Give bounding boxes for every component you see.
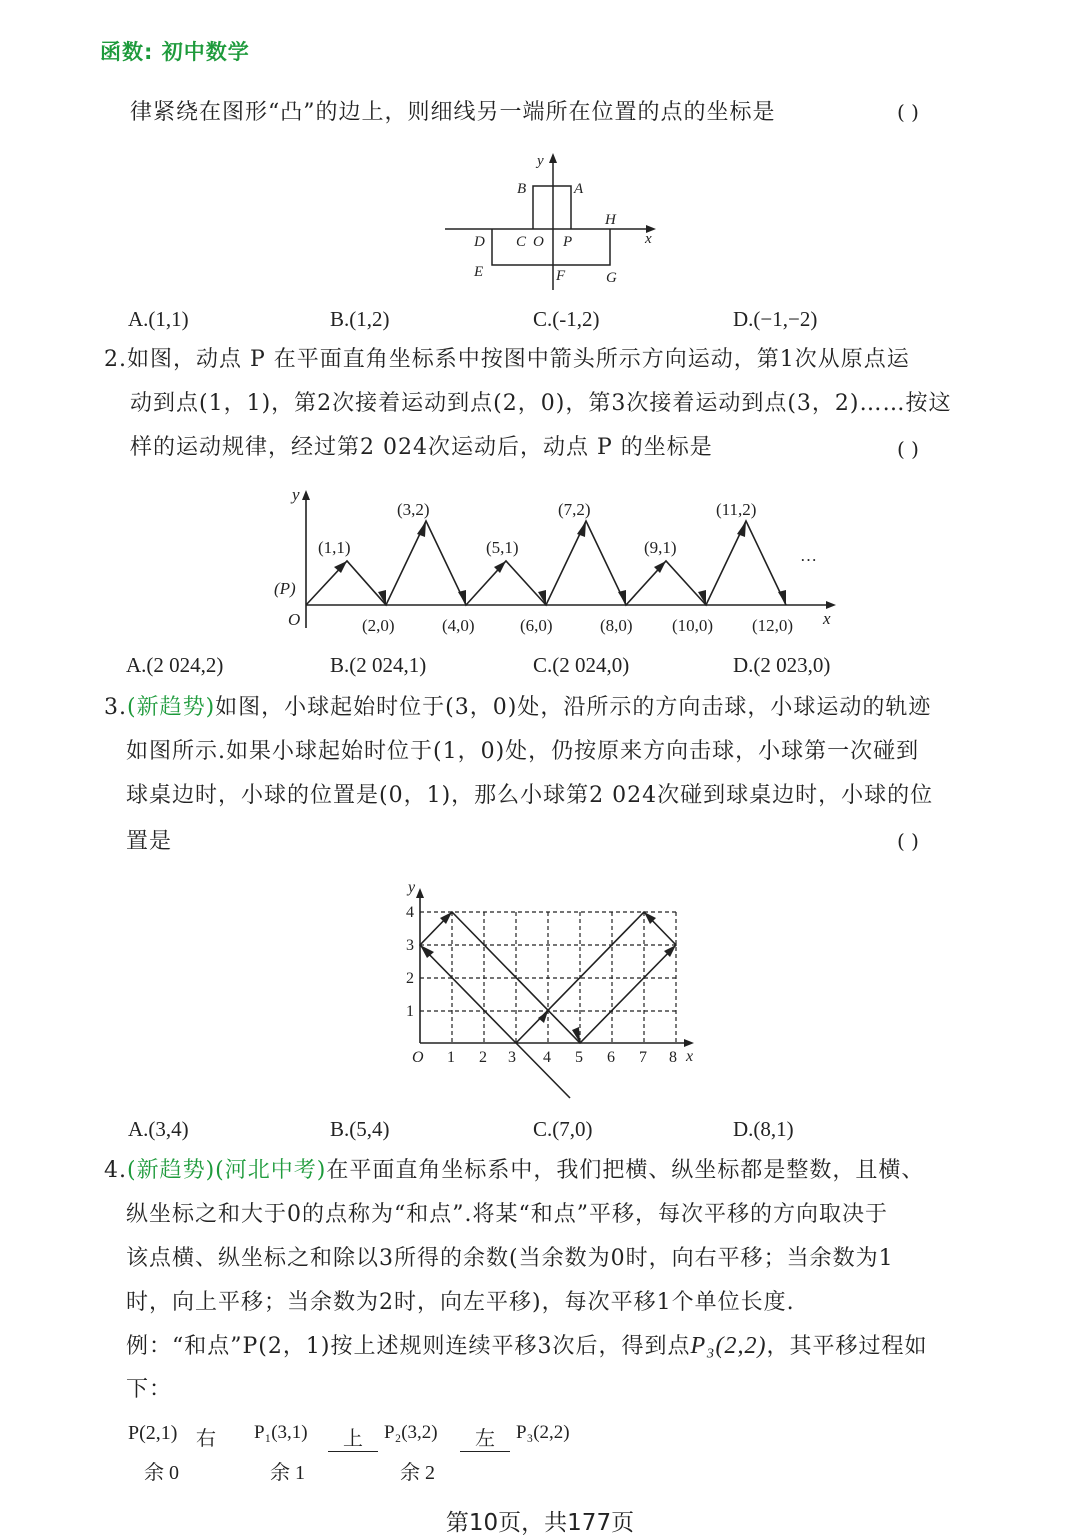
q2-peak-1: (1,1) [318, 538, 351, 557]
q3-x-tick-1: 1 [447, 1049, 455, 1066]
q4-process-left: 左 [460, 1422, 510, 1452]
q2-option-c: C.(2 024,0) [533, 653, 630, 677]
q3-x-tick-2: 2 [479, 1049, 487, 1066]
q4-process-p3: P₃(2,2) [516, 1422, 570, 1443]
q4-text-line-6: 下： [126, 1377, 173, 1402]
q3-x-label: x [686, 1048, 694, 1065]
q3-answer-paren: ( ) [897, 829, 919, 853]
q3-number: 3. [104, 695, 127, 720]
q3-x-tick-5: 5 [575, 1049, 583, 1066]
q4-process-left-wrap [460, 1422, 510, 1452]
q2-ellipsis: … [800, 546, 817, 565]
q2-origin-label: O [288, 610, 301, 629]
q4-p3-result: P₃(2,2) [690, 1333, 767, 1359]
q3-x-tick-7: 7 [639, 1049, 647, 1066]
q4-process-r0: 余 0 [144, 1462, 179, 1484]
q2-text-line-1: 2.如图，动点 P 在平面直角坐标系中按图中箭头所示方向运动，第1次从原点运 [104, 347, 910, 372]
q1-option-d: D.(−1,−2) [733, 307, 818, 331]
q3-line-1: 如图，小球起始时位于(3，0)处，沿所示的方向击球，小球运动的轨迹 [215, 695, 932, 720]
q2-bottom-1: (2,0) [362, 616, 395, 635]
q2-bottom-5: (10,0) [672, 616, 714, 635]
q2-peak-2: (3,2) [397, 500, 430, 519]
q1-text: 律紧绕在图形“凸”的边上，则细线另一端所在位置的点的坐标是 [130, 100, 776, 125]
q3-x-tick-4: 4 [543, 1049, 551, 1066]
q2-bottom-6: (12,0) [752, 616, 794, 635]
q4-text-line-4: 时，向上平移；当余数为2时，向左平移)，每次平移1个单位长度. [126, 1290, 795, 1315]
q1-option-a: A.(1,1) [128, 307, 189, 331]
q3-y-label: y [408, 879, 416, 896]
q2-p-label: (P) [274, 579, 296, 598]
q2-peak-4: (7,2) [558, 500, 591, 519]
q2-peak-5: (9,1) [644, 538, 677, 557]
q4-process-p2: P₂(3,2) [384, 1422, 438, 1443]
q4-process-r2: 余 2 [400, 1462, 435, 1484]
q3-option-b: B.(5,4) [330, 1117, 390, 1141]
q1-label-C: C [516, 234, 527, 250]
q3-option-c: C.(7,0) [533, 1117, 593, 1141]
q2-option-a: A.(2 024,2) [126, 653, 224, 677]
q4-number: 4. [104, 1158, 127, 1183]
q1-label-E: E [474, 264, 484, 280]
q1-label-B: B [517, 181, 527, 197]
q1-label-A: A [574, 181, 584, 197]
header-title: 函数: 初中数学 [100, 40, 250, 64]
q2-y-label: y [292, 485, 300, 504]
q3-option-d: D.(8,1) [733, 1117, 794, 1141]
q4-process-up: 上 [328, 1422, 378, 1452]
q2-x-label: x [823, 609, 831, 628]
q3-y-tick-2: 2 [406, 970, 414, 987]
q2-text-line-3: 样的运动规律，经过第2 024次运动后，动点 P 的坐标是 [130, 435, 713, 460]
q4-line-5: 例：“和点”P(2，1)按上述规则连续平移3次后，得到点 [126, 1334, 691, 1359]
q3-tag: (新趋势) [127, 695, 216, 720]
q2-bottom-2: (4,0) [442, 616, 475, 635]
q3-origin-label: O [412, 1049, 424, 1066]
q4-process-p: P(2,1) [128, 1422, 178, 1444]
q2-option-b: B.(2 024,1) [330, 653, 427, 677]
q3-y-tick-4: 4 [406, 904, 414, 921]
q4-tag: (新趋势)(河北中考) [127, 1158, 327, 1183]
q1-x-label: x [645, 231, 652, 247]
q3-y-tick-1: 1 [406, 1003, 414, 1020]
q2-peak-6: (11,2) [716, 500, 757, 519]
q4-process-up-wrap [328, 1422, 378, 1452]
q4-line-1: 在平面直角坐标系中，我们把横、纵坐标都是整数，且横、 [326, 1158, 925, 1183]
q3-text-line-3: 球桌边时，小球的位置是(0，1)，那么小球第2 024次碰到球桌边时，小球的位 [126, 783, 934, 808]
q4-text-line-3: 该点横、纵坐标之和除以3所得的余数(当余数为0时，向右平移；当余数为1 [126, 1246, 894, 1271]
q3-x-tick-8: 8 [669, 1049, 677, 1066]
q4-process-r1: 余 1 [270, 1462, 305, 1484]
q3-text-line-4: 置是 [126, 829, 173, 854]
q1-label-D: D [474, 234, 485, 250]
q4-text-line-5 [126, 1331, 927, 1362]
q3-option-a: A.(3,4) [128, 1117, 189, 1141]
q1-option-b: B.(1,2) [330, 307, 390, 331]
q2-bottom-4: (8,0) [600, 616, 633, 635]
q1-label-H: H [605, 212, 616, 228]
q2-peak-3: (5,1) [486, 538, 519, 557]
q4-text-line-1 [104, 1156, 924, 1186]
q4-after: ，其平移过程如 [766, 1334, 928, 1359]
page-number: 第10页，共177页 [445, 1510, 635, 1536]
q2-answer-paren: ( ) [897, 437, 919, 461]
q1-label-P: P [563, 234, 573, 250]
q3-text-line-2: 如图所示.如果小球起始时位于(1，0)处，仍按原来方向击球，小球第一次碰到 [126, 739, 920, 764]
q1-option-c: C.(-1,2) [533, 307, 600, 331]
q1-label-G: G [606, 270, 617, 286]
q2-text-line-2: 动到点(1，1)，第2次接着运动到点(2，0)，第3次接着运动到点(3，2)……按这 [130, 391, 952, 416]
q3-x-tick-3: 3 [508, 1049, 516, 1066]
q4-process-right: 右 [196, 1428, 216, 1450]
q3-x-tick-6: 6 [607, 1049, 615, 1066]
q4-text-line-2: 纵坐标之和大于0的点称为“和点”.将某“和点”平移，每次平移的方向取决于 [126, 1202, 888, 1227]
q2-bottom-3: (6,0) [520, 616, 553, 635]
q2-option-d: D.(2 023,0) [733, 653, 831, 677]
q1-label-F: F [556, 268, 566, 284]
q1-y-label: y [537, 153, 544, 169]
q3-y-tick-3: 3 [406, 937, 414, 954]
q1-label-O: O [533, 234, 544, 250]
q4-process-p1: P₁(3,1) [254, 1422, 308, 1443]
q1-answer-paren: ( ) [897, 100, 919, 124]
